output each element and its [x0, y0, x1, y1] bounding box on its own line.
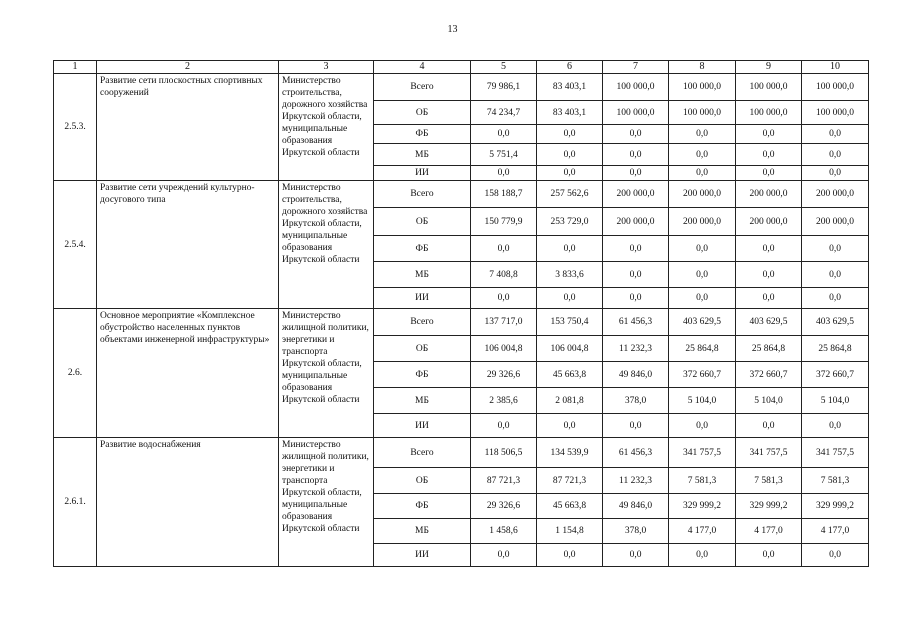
amount-cell: 4 177,0	[669, 519, 736, 544]
amount-cell: 0,0	[669, 262, 736, 288]
amount-cell: 5 104,0	[669, 388, 736, 414]
amount-cell: 25 864,8	[669, 336, 736, 362]
amount-cell: 0,0	[603, 236, 669, 262]
amount-cell: 257 562,6	[537, 181, 603, 208]
amount-cell: 0,0	[802, 544, 869, 567]
amount-cell: 378,0	[603, 519, 669, 544]
amount-cell: 372 660,7	[736, 362, 802, 388]
amount-cell: 137 717,0	[471, 309, 537, 336]
amount-cell: 4 177,0	[802, 519, 869, 544]
amount-cell: 0,0	[802, 125, 869, 144]
amount-cell: 329 999,2	[802, 494, 869, 519]
amount-cell: 0,0	[603, 544, 669, 567]
amount-cell: 1 154,8	[537, 519, 603, 544]
amount-cell: 2 385,6	[471, 388, 537, 414]
amount-cell: 0,0	[471, 166, 537, 181]
funding-source: Всего	[374, 438, 471, 468]
column-header: 3	[279, 61, 374, 74]
amount-cell: 7 408,8	[471, 262, 537, 288]
table-row	[54, 438, 869, 468]
amount-cell: 45 663,8	[537, 494, 603, 519]
amount-cell: 118 506,5	[471, 438, 537, 468]
amount-cell: 106 004,8	[537, 336, 603, 362]
amount-cell: 100 000,0	[603, 74, 669, 101]
column-header: 5	[471, 61, 537, 74]
amount-cell: 49 846,0	[603, 494, 669, 519]
amount-cell: 403 629,5	[802, 309, 869, 336]
funding-source: ИИ	[374, 288, 471, 309]
amount-cell: 7 581,3	[802, 468, 869, 494]
amount-cell: 49 846,0	[603, 362, 669, 388]
amount-cell: 0,0	[802, 166, 869, 181]
item-executor: Министерство строительства, дорожного хозяйства Иркутской области, муниципальные образования Иркутской области	[279, 181, 374, 309]
amount-cell: 341 757,5	[669, 438, 736, 468]
item-executor: Министерство строительства, дорожного хозяйства Иркутской области, муниципальные образования Иркутской области	[279, 74, 374, 181]
funding-source: ФБ	[374, 125, 471, 144]
amount-cell: 100 000,0	[736, 74, 802, 101]
item-code: 2.5.3.	[54, 74, 97, 181]
column-header: 10	[802, 61, 869, 74]
amount-cell: 0,0	[669, 236, 736, 262]
amount-cell: 0,0	[669, 414, 736, 438]
amount-cell: 341 757,5	[802, 438, 869, 468]
funding-source: Всего	[374, 74, 471, 101]
amount-cell: 83 403,1	[537, 74, 603, 101]
table-body	[54, 74, 869, 567]
amount-cell: 0,0	[537, 125, 603, 144]
amount-cell: 7 581,3	[669, 468, 736, 494]
amount-cell: 0,0	[736, 262, 802, 288]
item-name: Развитие сети учреждений культурно-досугового типа	[97, 181, 279, 309]
funding-source: ОБ	[374, 336, 471, 362]
item-code: 2.6.1.	[54, 438, 97, 567]
amount-cell: 0,0	[802, 414, 869, 438]
amount-cell: 74 234,7	[471, 101, 537, 125]
funding-source: МБ	[374, 388, 471, 414]
amount-cell: 83 403,1	[537, 101, 603, 125]
amount-cell: 25 864,8	[802, 336, 869, 362]
amount-cell: 0,0	[471, 288, 537, 309]
funding-source: ФБ	[374, 362, 471, 388]
amount-cell: 0,0	[802, 262, 869, 288]
item-executor: Министерство жилищной политики, энергетики и транспорта Иркутской области, муниципальные образования Иркутской области	[279, 309, 374, 438]
amount-cell: 403 629,5	[736, 309, 802, 336]
amount-cell: 134 539,9	[537, 438, 603, 468]
amount-cell: 0,0	[537, 288, 603, 309]
table-row	[54, 309, 869, 336]
item-executor: Министерство жилищной политики, энергетики и транспорта Иркутской области, муниципальные образования Иркутской области	[279, 438, 374, 567]
funding-source: ОБ	[374, 468, 471, 494]
amount-cell: 0,0	[603, 414, 669, 438]
funding-source: МБ	[374, 144, 471, 166]
amount-cell: 1 458,6	[471, 519, 537, 544]
funding-source: ФБ	[374, 236, 471, 262]
item-name: Основное мероприятие «Комплексное обустройство населенных пунктов объектами инженерной инфраструктуры»	[97, 309, 279, 438]
amount-cell: 0,0	[537, 144, 603, 166]
amount-cell: 0,0	[603, 144, 669, 166]
amount-cell: 79 986,1	[471, 74, 537, 101]
amount-cell: 2 081,8	[537, 388, 603, 414]
amount-cell: 0,0	[802, 236, 869, 262]
amount-cell: 0,0	[802, 288, 869, 309]
amount-cell: 87 721,3	[537, 468, 603, 494]
amount-cell: 200 000,0	[669, 181, 736, 208]
amount-cell: 0,0	[802, 144, 869, 166]
amount-cell: 0,0	[736, 414, 802, 438]
amount-cell: 5 104,0	[802, 388, 869, 414]
amount-cell: 25 864,8	[736, 336, 802, 362]
amount-cell: 158 188,7	[471, 181, 537, 208]
amount-cell: 100 000,0	[802, 101, 869, 125]
amount-cell: 87 721,3	[471, 468, 537, 494]
amount-cell: 0,0	[736, 544, 802, 567]
page-number: 13	[447, 24, 458, 35]
amount-cell: 200 000,0	[736, 181, 802, 208]
amount-cell: 372 660,7	[802, 362, 869, 388]
item-code: 2.6.	[54, 309, 97, 438]
amount-cell: 0,0	[471, 236, 537, 262]
amount-cell: 29 326,6	[471, 494, 537, 519]
column-header: 8	[669, 61, 736, 74]
amount-cell: 0,0	[736, 288, 802, 309]
amount-cell: 100 000,0	[802, 74, 869, 101]
item-code: 2.5.4.	[54, 181, 97, 309]
amount-cell: 200 000,0	[802, 208, 869, 236]
funding-source: ОБ	[374, 101, 471, 125]
amount-cell: 11 232,3	[603, 468, 669, 494]
budget-table	[53, 60, 869, 567]
amount-cell: 200 000,0	[603, 181, 669, 208]
header-row	[54, 61, 869, 74]
amount-cell: 100 000,0	[669, 74, 736, 101]
amount-cell: 0,0	[471, 544, 537, 567]
amount-cell: 0,0	[537, 414, 603, 438]
amount-cell: 0,0	[603, 288, 669, 309]
amount-cell: 0,0	[736, 144, 802, 166]
amount-cell: 3 833,6	[537, 262, 603, 288]
amount-cell: 0,0	[736, 166, 802, 181]
funding-source: МБ	[374, 519, 471, 544]
amount-cell: 200 000,0	[736, 208, 802, 236]
funding-source: ИИ	[374, 166, 471, 181]
column-header: 6	[537, 61, 603, 74]
amount-cell: 0,0	[603, 166, 669, 181]
amount-cell: 403 629,5	[669, 309, 736, 336]
table-row	[54, 181, 869, 208]
column-header: 2	[97, 61, 279, 74]
amount-cell: 106 004,8	[471, 336, 537, 362]
amount-cell: 0,0	[736, 125, 802, 144]
amount-cell: 100 000,0	[603, 101, 669, 125]
amount-cell: 378,0	[603, 388, 669, 414]
amount-cell: 61 456,3	[603, 438, 669, 468]
column-header: 1	[54, 61, 97, 74]
funding-source: Всего	[374, 309, 471, 336]
amount-cell: 29 326,6	[471, 362, 537, 388]
amount-cell: 4 177,0	[736, 519, 802, 544]
column-header: 4	[374, 61, 471, 74]
amount-cell: 0,0	[669, 166, 736, 181]
amount-cell: 153 750,4	[537, 309, 603, 336]
amount-cell: 0,0	[669, 125, 736, 144]
amount-cell: 0,0	[736, 236, 802, 262]
amount-cell: 341 757,5	[736, 438, 802, 468]
amount-cell: 200 000,0	[802, 181, 869, 208]
amount-cell: 0,0	[669, 288, 736, 309]
amount-cell: 372 660,7	[669, 362, 736, 388]
amount-cell: 329 999,2	[669, 494, 736, 519]
amount-cell: 253 729,0	[537, 208, 603, 236]
amount-cell: 0,0	[471, 414, 537, 438]
amount-cell: 0,0	[537, 166, 603, 181]
amount-cell: 0,0	[669, 144, 736, 166]
amount-cell: 0,0	[669, 544, 736, 567]
amount-cell: 329 999,2	[736, 494, 802, 519]
amount-cell: 7 581,3	[736, 468, 802, 494]
amount-cell: 150 779,9	[471, 208, 537, 236]
amount-cell: 0,0	[471, 125, 537, 144]
amount-cell: 0,0	[537, 544, 603, 567]
funding-source: Всего	[374, 181, 471, 208]
amount-cell: 100 000,0	[669, 101, 736, 125]
funding-source: ИИ	[374, 544, 471, 567]
funding-source: ОБ	[374, 208, 471, 236]
amount-cell: 200 000,0	[669, 208, 736, 236]
amount-cell: 61 456,3	[603, 309, 669, 336]
funding-source: ИИ	[374, 414, 471, 438]
amount-cell: 0,0	[603, 262, 669, 288]
item-name: Развитие водоснабжения	[97, 438, 279, 567]
amount-cell: 5 751,4	[471, 144, 537, 166]
amount-cell: 200 000,0	[603, 208, 669, 236]
column-header: 9	[736, 61, 802, 74]
amount-cell: 100 000,0	[736, 101, 802, 125]
amount-cell: 5 104,0	[736, 388, 802, 414]
funding-source: МБ	[374, 262, 471, 288]
table-row	[54, 74, 869, 101]
amount-cell: 0,0	[603, 125, 669, 144]
funding-source: ФБ	[374, 494, 471, 519]
column-header: 7	[603, 61, 669, 74]
item-name: Развитие сети плоскостных спортивных сооружений	[97, 74, 279, 181]
amount-cell: 45 663,8	[537, 362, 603, 388]
amount-cell: 11 232,3	[603, 336, 669, 362]
amount-cell: 0,0	[537, 236, 603, 262]
